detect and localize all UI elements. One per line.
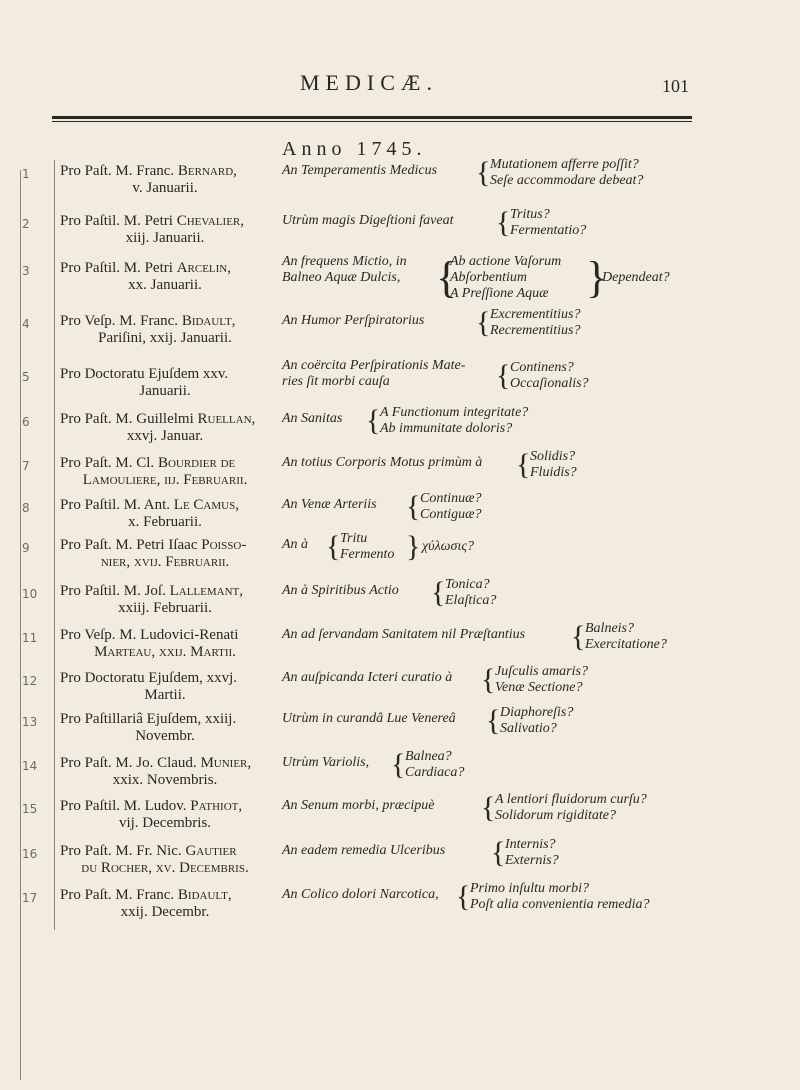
question-text: Utrùm magis Digeſtioni faveat xyxy=(282,213,454,228)
brace-left: { xyxy=(491,836,506,869)
thesis-question xyxy=(282,531,782,563)
defense-date: Martii. xyxy=(144,687,186,703)
answer-option: A lentiori fluidorum curſu? xyxy=(495,792,647,807)
answer-option: Balnea? xyxy=(405,749,452,764)
defense-date: Lamouliere, iij. Februarii. xyxy=(82,472,248,488)
defense-entry xyxy=(60,260,270,294)
margin-mark: 12 xyxy=(22,674,38,688)
brace-left: { xyxy=(476,306,491,339)
question-text: An à xyxy=(282,537,309,552)
brace-left: { xyxy=(406,490,421,523)
brace-left: { xyxy=(486,704,501,737)
answer-option: Balneis? xyxy=(585,621,634,636)
answer-options xyxy=(510,360,589,392)
margin-mark: 14 xyxy=(22,759,38,773)
answer-option: Tritus? xyxy=(510,207,550,222)
margin-mark: 8 xyxy=(22,501,30,515)
thesis-question xyxy=(282,749,782,781)
defense-date: x. Februarii. xyxy=(128,514,202,530)
defense-date: Marteau, xxij. Martii. xyxy=(94,644,236,660)
defense-line-1 xyxy=(60,455,235,471)
defense-line-1 xyxy=(60,411,255,427)
thesis-question xyxy=(282,881,782,913)
answer-option: Occaſionalis? xyxy=(510,376,589,391)
answer-options xyxy=(420,491,481,523)
defense-entry xyxy=(60,887,270,921)
answer-option: Diaphoreſis? xyxy=(500,705,574,720)
defense-line-1 xyxy=(60,887,232,903)
question-text: An Temperamentis Medicus xyxy=(282,163,438,178)
answer-option: Contiguæ? xyxy=(420,507,482,522)
running-head: MEDICÆ. xyxy=(300,70,438,95)
answer-options xyxy=(340,531,394,563)
defense-line-1 xyxy=(60,627,238,643)
answer-option: Mutationem afferre poſſit? xyxy=(490,157,639,172)
defense-line-1 xyxy=(60,711,236,727)
defense-line-1 xyxy=(60,313,236,329)
answer-options xyxy=(505,837,559,869)
margin-mark: 7 xyxy=(22,459,30,473)
defense-date: xiij. Januarii. xyxy=(125,230,205,246)
header-rule-thick xyxy=(52,116,692,119)
thesis-question xyxy=(282,307,782,339)
column-rule xyxy=(54,160,55,930)
answer-option: Continens? xyxy=(510,360,574,375)
defense-entry xyxy=(60,843,270,877)
respondent-name: Lallemant, xyxy=(169,583,244,599)
defense-date: Pariſini, xxij. Januarii. xyxy=(98,330,232,346)
margin-mark: 3 xyxy=(22,264,30,278)
defense-text: Pro Paſt. M. Fr. Nic. xyxy=(60,843,186,859)
answer-options xyxy=(490,157,643,189)
answer-options xyxy=(470,881,650,913)
defense-text: Pro Paſtil. M. Joſ. xyxy=(60,583,170,599)
defense-line-1 xyxy=(60,497,239,513)
respondent-name: Bidault, xyxy=(177,887,232,903)
margin-mark: 1 xyxy=(22,167,30,181)
question-text-line-2: ries ſit morbi cauſa xyxy=(282,374,390,389)
defense-entry xyxy=(60,755,270,789)
brace-right: } xyxy=(586,253,608,302)
answer-option: Solidis? xyxy=(530,449,576,464)
answer-options xyxy=(445,577,496,609)
answer-option: Continuæ? xyxy=(420,491,482,506)
defense-line-1 xyxy=(60,583,243,599)
respondent-name: Arcelin, xyxy=(176,260,231,276)
thesis-question xyxy=(282,207,782,239)
question-text: An Sanitas xyxy=(282,411,343,426)
answer-option: Elaſtica? xyxy=(445,593,497,608)
thesis-question xyxy=(282,254,782,302)
answer-option: Cardiaca? xyxy=(405,765,465,780)
brace-left: { xyxy=(516,448,531,481)
defense-date: v. Januarii. xyxy=(132,180,198,196)
defense-text: Pro Paſt. M. Jo. Claud. xyxy=(60,755,201,771)
answer-options xyxy=(405,749,464,781)
brace-left: { xyxy=(481,791,496,824)
thesis-question xyxy=(282,491,782,523)
answer-option: Poſt alia convenientia remedia? xyxy=(470,897,650,912)
brace-left: { xyxy=(496,359,511,392)
respondent-name: Bourdier de xyxy=(157,455,236,471)
answer-option: Externis? xyxy=(505,853,559,868)
defense-text: Pro Paſtil. M. Petri xyxy=(60,260,177,276)
respondent-name: Bernard, xyxy=(177,163,237,179)
answer-options xyxy=(450,254,561,302)
margin-mark: 15 xyxy=(22,802,38,816)
answer-option: Juſculis amaris? xyxy=(495,664,588,679)
defense-text: Pro Paſtil. M. Ludov. xyxy=(60,798,191,814)
respondent-name: Ruellan, xyxy=(197,411,256,427)
defense-date: xx. Januarii. xyxy=(128,277,202,293)
thesis-question xyxy=(282,837,782,869)
defense-date: xxvj. Januar. xyxy=(126,428,204,444)
question-text: An Humor Perſpiratorius xyxy=(282,313,425,328)
answer-option: Seſe accommodare debeat? xyxy=(490,173,644,188)
defense-entry xyxy=(60,163,270,197)
thesis-question xyxy=(282,157,782,189)
answer-option: Tonica? xyxy=(445,577,490,592)
answer-option: Primo inſultu morbi? xyxy=(470,881,590,896)
defense-date: nier, xvij. Februarii. xyxy=(100,554,230,570)
defense-text: Pro Paſtillariâ Ejuſdem, xxiij. xyxy=(60,711,237,727)
answer-options xyxy=(500,705,573,737)
defense-entry xyxy=(60,627,270,661)
defense-entry xyxy=(60,313,270,347)
question-text-line-2: Balneo Aquæ Dulcis, xyxy=(282,270,401,285)
answer-options xyxy=(490,307,580,339)
margin-mark: 11 xyxy=(22,631,38,645)
header-rule-thin xyxy=(52,121,692,122)
question-text: An totius Corporis Motus primùm à xyxy=(282,455,483,470)
defense-text: Pro Paſt. M. Guillelmi xyxy=(60,411,198,427)
answer-options xyxy=(380,405,528,437)
margin-line xyxy=(20,170,21,1080)
brace-left: { xyxy=(571,620,586,653)
defense-text: Pro Doctoratu Ejuſdem, xxvj. xyxy=(60,670,238,686)
defense-entry xyxy=(60,537,270,571)
defense-text: Pro Paſt. M. Franc. xyxy=(60,163,178,179)
margin-mark: 4 xyxy=(22,317,30,331)
defense-line-1 xyxy=(60,366,228,382)
margin-mark: 9 xyxy=(22,541,30,555)
defense-line-1 xyxy=(60,213,244,229)
defense-entry xyxy=(60,411,270,445)
defense-line-1 xyxy=(60,670,237,686)
thesis-question xyxy=(282,360,782,392)
year-heading: Anno 1745. xyxy=(282,138,427,160)
respondent-name: Chevalier, xyxy=(176,213,245,229)
answer-option: Abſorbentium xyxy=(450,270,527,285)
brace-right: } xyxy=(406,530,421,563)
defense-date: du Rocher, xv. Decembris. xyxy=(81,860,249,876)
question-text: An Venæ Arteriis xyxy=(282,497,377,512)
question-text: An à Spiritibus Actio xyxy=(282,583,399,598)
brace-left: { xyxy=(431,576,446,609)
defense-text: Pro Paſt. M. Petri Iſaac xyxy=(60,537,202,553)
defense-date: Novembr. xyxy=(135,728,195,744)
defense-text: Pro Paſtil. M. Ant. xyxy=(60,497,174,513)
brace-left: { xyxy=(366,404,381,437)
defense-line-1 xyxy=(60,163,237,179)
defense-date: xxix. Novembris. xyxy=(112,772,218,788)
margin-mark: 5 xyxy=(22,370,30,384)
thesis-question xyxy=(282,792,782,824)
respondent-name: Bidault, xyxy=(181,313,236,329)
thesis-question xyxy=(282,621,782,653)
brace-left: { xyxy=(391,748,406,781)
respondent-name: Poisso- xyxy=(201,537,247,553)
answer-options xyxy=(585,621,667,653)
defense-text: Pro Veſp. M. Franc. xyxy=(60,313,182,329)
page-number: 101 xyxy=(662,76,689,96)
defense-text: Pro Paſtil. M. Petri xyxy=(60,213,177,229)
defense-line-1 xyxy=(60,755,251,771)
brace-left: { xyxy=(436,253,458,302)
margin-mark: 16 xyxy=(22,847,38,861)
defense-entry xyxy=(60,497,270,531)
question-tail: χύλωσις? xyxy=(422,539,475,554)
thesis-question xyxy=(282,705,782,737)
thesis-question xyxy=(282,577,782,609)
respondent-name: Gautier xyxy=(185,843,237,859)
question-tail: Dependeat? xyxy=(602,270,670,285)
question-text: An Colico dolori Narcotica, xyxy=(282,887,439,902)
defense-line-1 xyxy=(60,843,237,859)
question-text: An frequens Mictio, in xyxy=(282,254,407,269)
defense-text: Pro Veſp. M. Ludovici-Renati xyxy=(60,627,239,643)
defense-line-1 xyxy=(60,537,246,553)
question-text: Utrùm Variolis, xyxy=(282,755,370,770)
answer-option: Exercitatione? xyxy=(585,637,667,652)
margin-mark: 13 xyxy=(22,715,38,729)
margin-mark: 2 xyxy=(22,217,30,231)
question-text: Utrùm in curandâ Lue Venereâ xyxy=(282,711,456,726)
respondent-name: Munier, xyxy=(200,755,252,771)
defense-text: Pro Doctoratu Ejuſdem xxv. xyxy=(60,366,229,382)
answer-option: Fermento xyxy=(340,547,395,562)
defense-entry xyxy=(60,455,270,489)
defense-entry xyxy=(60,711,270,745)
respondent-name: Le Camus, xyxy=(173,497,239,513)
margin-mark: 10 xyxy=(22,587,38,601)
brace-left: { xyxy=(476,156,491,189)
defense-date: Januarii. xyxy=(139,383,191,399)
answer-option: Fermentatio? xyxy=(510,223,587,238)
question-text: An Senum morbi, præcipuè xyxy=(282,798,435,813)
defense-entry xyxy=(60,213,270,247)
defense-date: vij. Decembris. xyxy=(118,815,212,831)
thesis-question xyxy=(282,449,782,481)
defense-text: Pro Paſt. M. Franc. xyxy=(60,887,178,903)
margin-mark: 17 xyxy=(22,891,38,905)
answer-option: Recrementitius? xyxy=(490,323,581,338)
answer-options xyxy=(495,664,588,696)
question-text: An eadem remedia Ulceribus xyxy=(282,843,446,858)
thesis-question xyxy=(282,405,782,437)
defense-line-1 xyxy=(60,798,242,814)
margin-mark: 6 xyxy=(22,415,30,429)
answer-option: Excrementitius? xyxy=(490,307,581,322)
answer-option: Internis? xyxy=(505,837,556,852)
defense-line-1 xyxy=(60,260,231,276)
answer-option: A Preſſione Aquæ xyxy=(450,286,549,301)
answer-option: Ab actione Vaſorum xyxy=(450,254,562,269)
defense-entry xyxy=(60,366,270,400)
answer-options xyxy=(495,792,647,824)
answer-option: Fluidis? xyxy=(530,465,577,480)
question-text: An coërcita Perſpirationis Mate- xyxy=(282,358,466,373)
brace-left: { xyxy=(326,530,341,563)
thesis-question xyxy=(282,664,782,696)
question-text: An auſpicanda Icteri curatio à xyxy=(282,670,453,685)
defense-date: xxiij. Februarii. xyxy=(118,600,212,616)
answer-options xyxy=(530,449,577,481)
answer-option: Ab immunitate doloris? xyxy=(380,421,513,436)
defense-entry xyxy=(60,670,270,704)
respondent-name: Pathiot, xyxy=(190,798,243,814)
answer-option: Venæ Sectione? xyxy=(495,680,583,695)
defense-date: xxij. Decembr. xyxy=(120,904,210,920)
defense-entry xyxy=(60,798,270,832)
answer-option: Salivatio? xyxy=(500,721,557,736)
defense-entry xyxy=(60,583,270,617)
answer-options xyxy=(510,207,586,239)
brace-left: { xyxy=(496,206,511,239)
answer-option: Solidorum rigiditate? xyxy=(495,808,616,823)
defense-text: Pro Paſt. M. Cl. xyxy=(60,455,158,471)
answer-option: A Functionum integritate? xyxy=(380,405,529,420)
answer-option: Tritu xyxy=(340,531,368,546)
brace-left: { xyxy=(481,663,496,696)
brace-left: { xyxy=(456,880,471,913)
question-text: An ad ſervandam Sanitatem nil Præſtantius xyxy=(282,627,526,642)
